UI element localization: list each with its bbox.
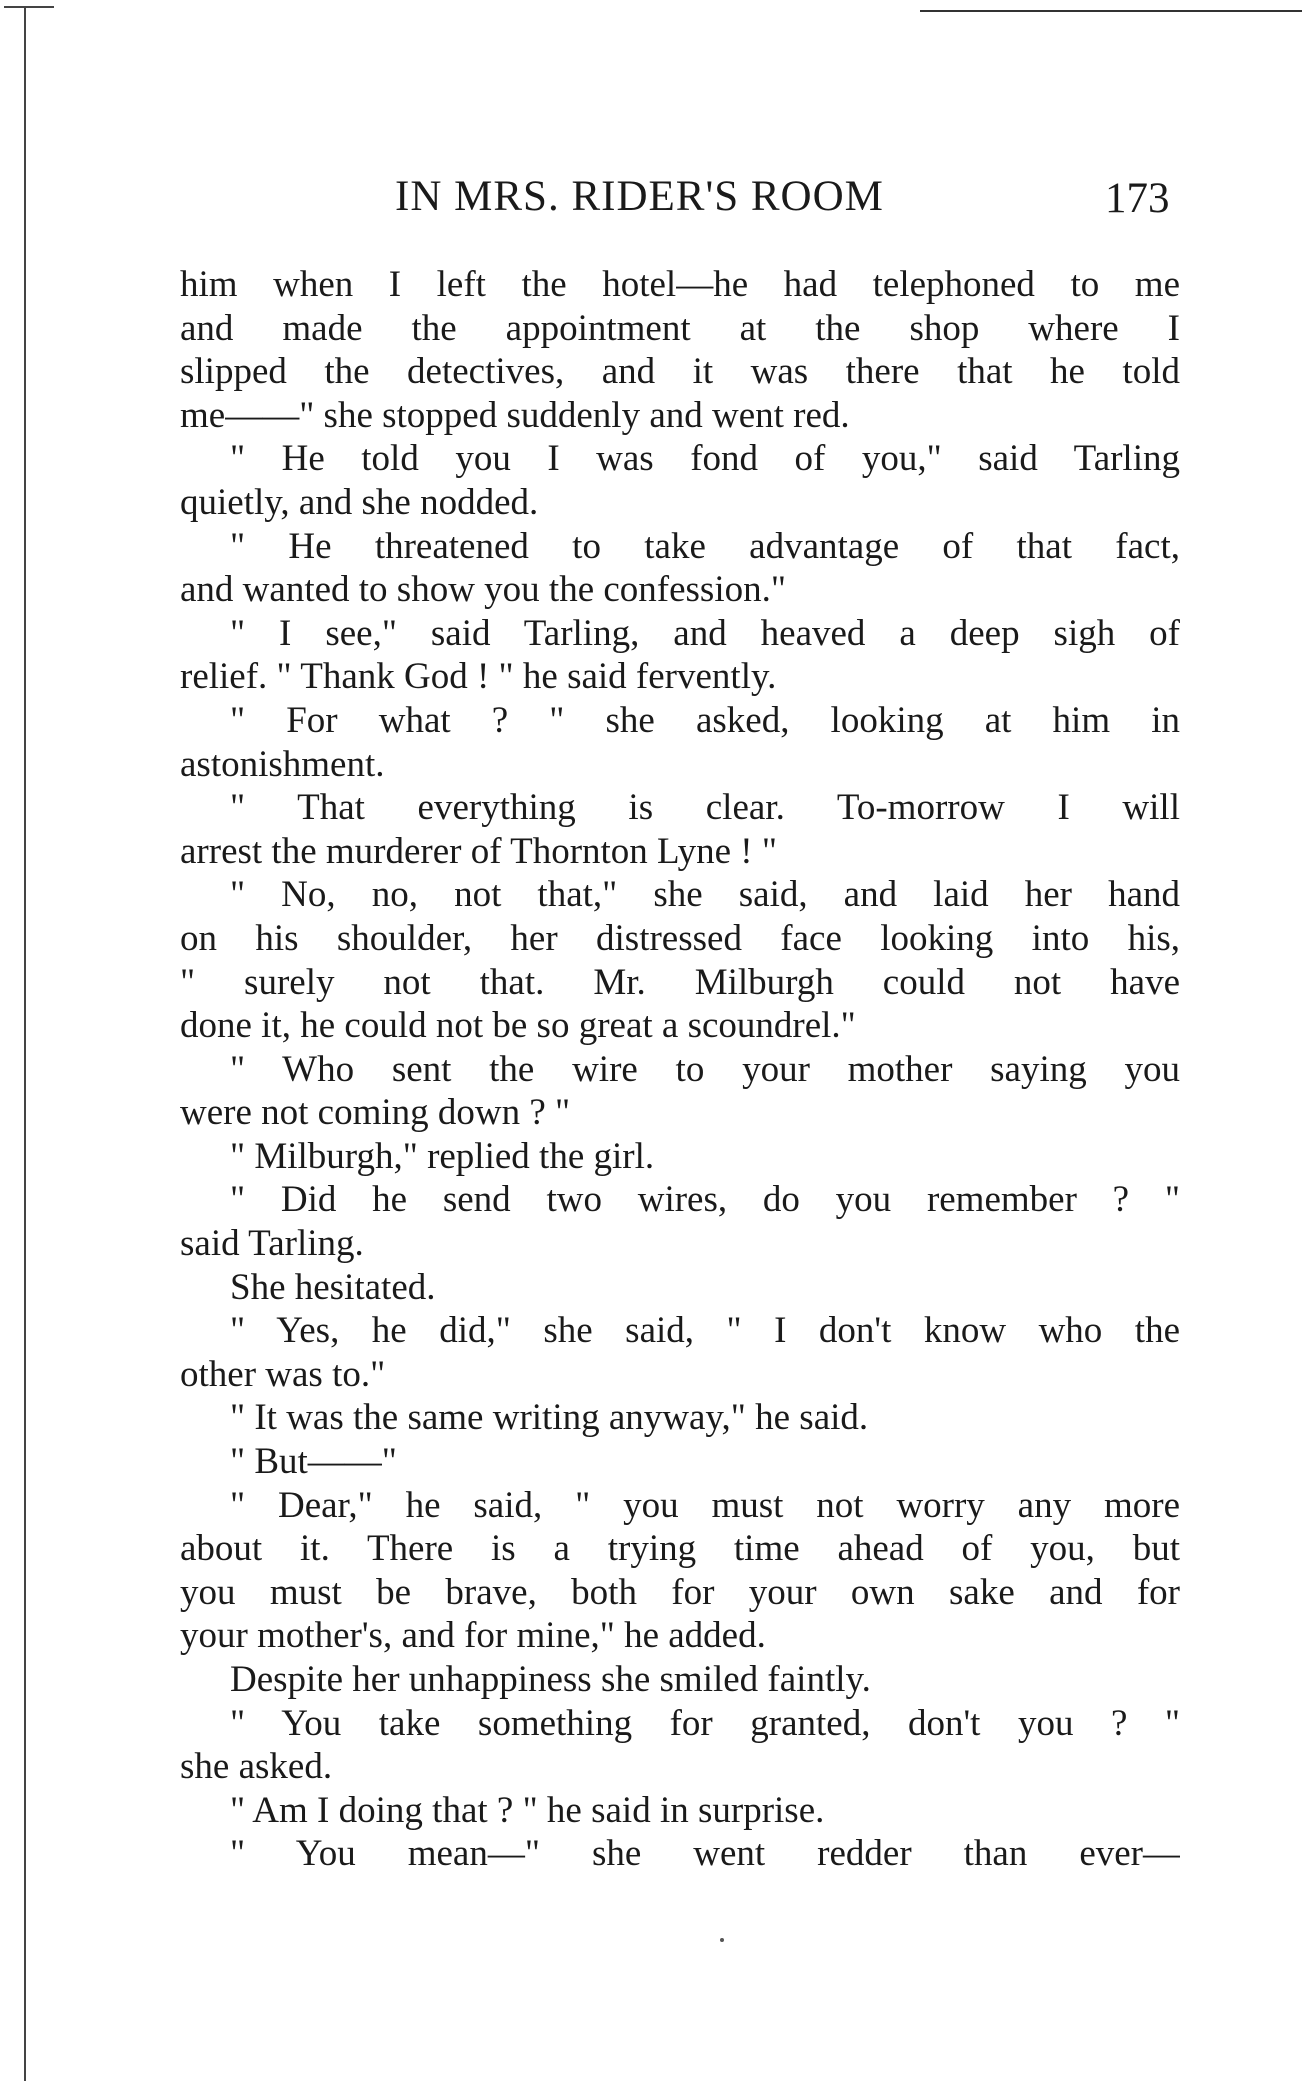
page-header	[180, 172, 1180, 220]
text-line: you must be brave, both for your own sake and for	[180, 1571, 1180, 1613]
text-line: " I see," said Tarling, and heaved a deep sigh of	[230, 612, 1180, 654]
text-line: " Milburgh," replied the girl.	[230, 1135, 655, 1177]
text-line: " No, no, not that," she said, and laid her hand	[230, 874, 1180, 916]
text-line: " He told you I was fond of you," said Tarling	[230, 438, 1180, 480]
text-line: Despite her unhappiness she smiled faintly.	[230, 1659, 871, 1700]
spine-corner-mark	[4, 6, 54, 8]
text-line: other was to."	[180, 1353, 386, 1395]
text-line: She hesitated.	[230, 1266, 436, 1308]
text-line: " Yes, he did," she said, " I don't know who the	[230, 1310, 1180, 1352]
text-line: him when I left the hotel—he had telephoned to me	[180, 264, 1180, 305]
text-line: " That everything is clear. To-morrow I will	[230, 787, 1180, 829]
text-line: " He threatened to take advantage of that fact,	[230, 525, 1180, 567]
top-rule	[920, 10, 1302, 12]
text-line: slipped the detectives, and it was there that he told	[180, 351, 1180, 393]
text-line: relief. " Thank God ! " he said fervently.	[180, 656, 777, 698]
text-line: " Who sent the wire to your mother saying you	[230, 1048, 1180, 1090]
text-line: she asked.	[180, 1746, 333, 1788]
text-line: " You mean—" she went redder than ever—	[230, 1833, 1180, 1875]
page-spine-edge	[24, 6, 26, 2081]
text-line: your mother's, and for mine," he added.	[180, 1615, 766, 1657]
text-line: arrest the murderer of Thornton Lyne ! "	[180, 830, 777, 872]
text-line: " Did he send two wires, do you remember ? "	[230, 1179, 1180, 1221]
body-text	[180, 263, 1180, 1876]
text-line: done it, he could not be so great a scoundrel."	[180, 1005, 856, 1047]
text-line: me——" she stopped suddenly and went red.	[180, 394, 850, 436]
text-line: quietly, and she nodded.	[180, 481, 539, 523]
text-line: " Am I doing that ? " he said in surprise.	[230, 1789, 825, 1831]
text-line: " It was the same writing anyway," he said.	[230, 1397, 869, 1439]
text-line: " You take something for granted, don't you ? "	[230, 1702, 1180, 1744]
text-line: said Tarling.	[180, 1223, 364, 1265]
page-number: 173	[1105, 175, 1170, 222]
text-line: about it. There is a trying time ahead of you, but	[180, 1528, 1180, 1570]
text-line: were not coming down ? "	[180, 1092, 571, 1134]
text-line: astonishment.	[180, 743, 385, 785]
text-line: " Dear," he said, " you must not worry any more	[230, 1484, 1180, 1526]
text-line: and wanted to show you the confession."	[180, 569, 786, 611]
text-line: on his shoulder, her distressed face looking into his,	[180, 917, 1180, 959]
text-line: " For what ? " she asked, looking at him in	[230, 699, 1180, 741]
text-line: " But——"	[230, 1441, 397, 1483]
running-head: IN MRS. RIDER'S ROOM	[395, 173, 884, 220]
stray-mark	[720, 1938, 724, 1942]
text-line: " surely not that. Mr. Milburgh could not have	[180, 961, 1180, 1003]
text-line: and made the appointment at the shop where I	[180, 307, 1180, 349]
